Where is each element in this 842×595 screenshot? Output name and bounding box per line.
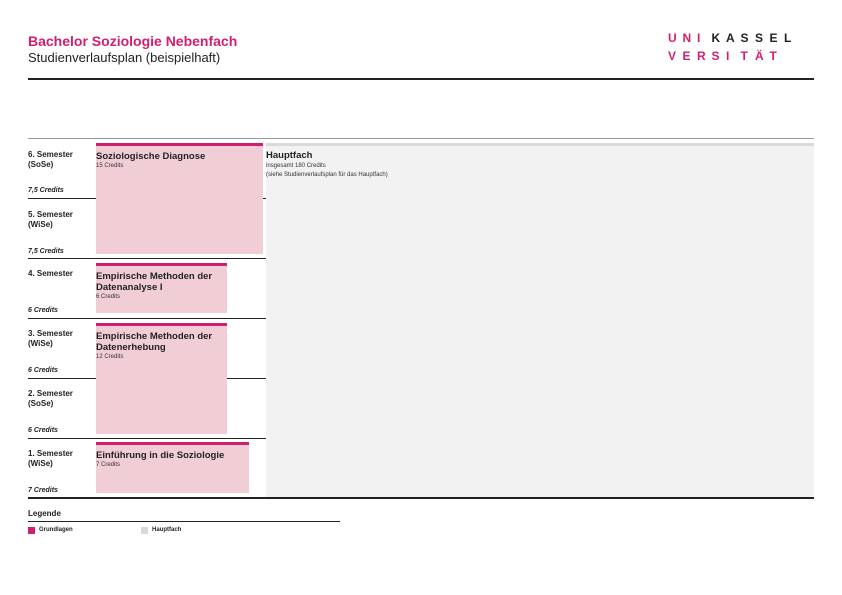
module-credits: 15 Credits (96, 163, 124, 169)
module-accent-bar (96, 263, 227, 266)
module-accent-bar (96, 442, 249, 445)
semester-label: 6. Semester (SoSe) (28, 150, 73, 169)
module-soziologische-diagnose (96, 143, 263, 254)
legend-swatch-hauptfach (141, 527, 148, 534)
legend-label-hauptfach: Hauptfach (152, 527, 182, 533)
document-title: Bachelor Soziologie Nebenfach (28, 33, 238, 49)
legend-divider (28, 521, 340, 522)
semester-credits: 6 Credits (28, 427, 58, 434)
module-title: Einführung in die Soziologie (96, 450, 225, 461)
table-top-divider (28, 138, 814, 139)
table-bottom-divider (28, 497, 814, 499)
module-einfuehrung (96, 442, 249, 493)
legend-swatch-grundlagen (28, 527, 35, 534)
semester-credits: 7,5 Credits (28, 187, 64, 194)
semester-credits: 6 Credits (28, 367, 58, 374)
module-title: Empirische Methoden der Datenanalyse I (96, 271, 213, 293)
semester-label: 5. Semester (WiSe) (28, 210, 73, 229)
university-logo-row-2: V E R S I T Ä T (668, 49, 777, 63)
module-title: Empirische Methoden der Datenerhebung (96, 331, 213, 353)
hauptfach-credits: insgesamt 180 Credits (266, 163, 326, 169)
document-subtitle: Studienverlaufsplan (beispielhaft) (28, 50, 221, 65)
semester-label: 3. Semester (WiSe) (28, 329, 73, 348)
module-accent-bar (96, 323, 227, 326)
semester-label: 1. Semester (WiSe) (28, 449, 73, 468)
hauptfach-note: (siehe Studienverlaufsplan für das Hauptfach) (266, 172, 388, 178)
semester-divider (28, 258, 266, 259)
module-title: Soziologische Diagnose (96, 151, 206, 162)
semester-credits: 6 Credits (28, 307, 58, 314)
hauptfach-block (266, 144, 814, 497)
module-datenanalyse (96, 263, 227, 313)
header-divider (28, 78, 814, 80)
module-accent-bar (96, 143, 263, 146)
university-logo-row-1: U N I K A S S E L (668, 31, 792, 45)
module-credits: 7 Credits (96, 462, 121, 468)
module-datenerhebung (96, 323, 227, 434)
legend-label-grundlagen: Grundlagen (39, 527, 73, 533)
semester-label: 2. Semester (SoSe) (28, 389, 73, 408)
module-credits: 6 Credits (96, 294, 121, 300)
semester-label: 4. Semester (28, 269, 73, 278)
legend-title: Legende (28, 509, 61, 518)
semester-divider (28, 318, 266, 319)
semester-credits: 7 Credits (28, 487, 58, 494)
semester-divider (28, 438, 266, 439)
hauptfach-title: Hauptfach (266, 150, 313, 161)
hauptfach-block-bar (266, 143, 814, 146)
semester-credits: 7,5 Credits (28, 248, 64, 255)
module-credits: 12 Credits (96, 354, 124, 360)
